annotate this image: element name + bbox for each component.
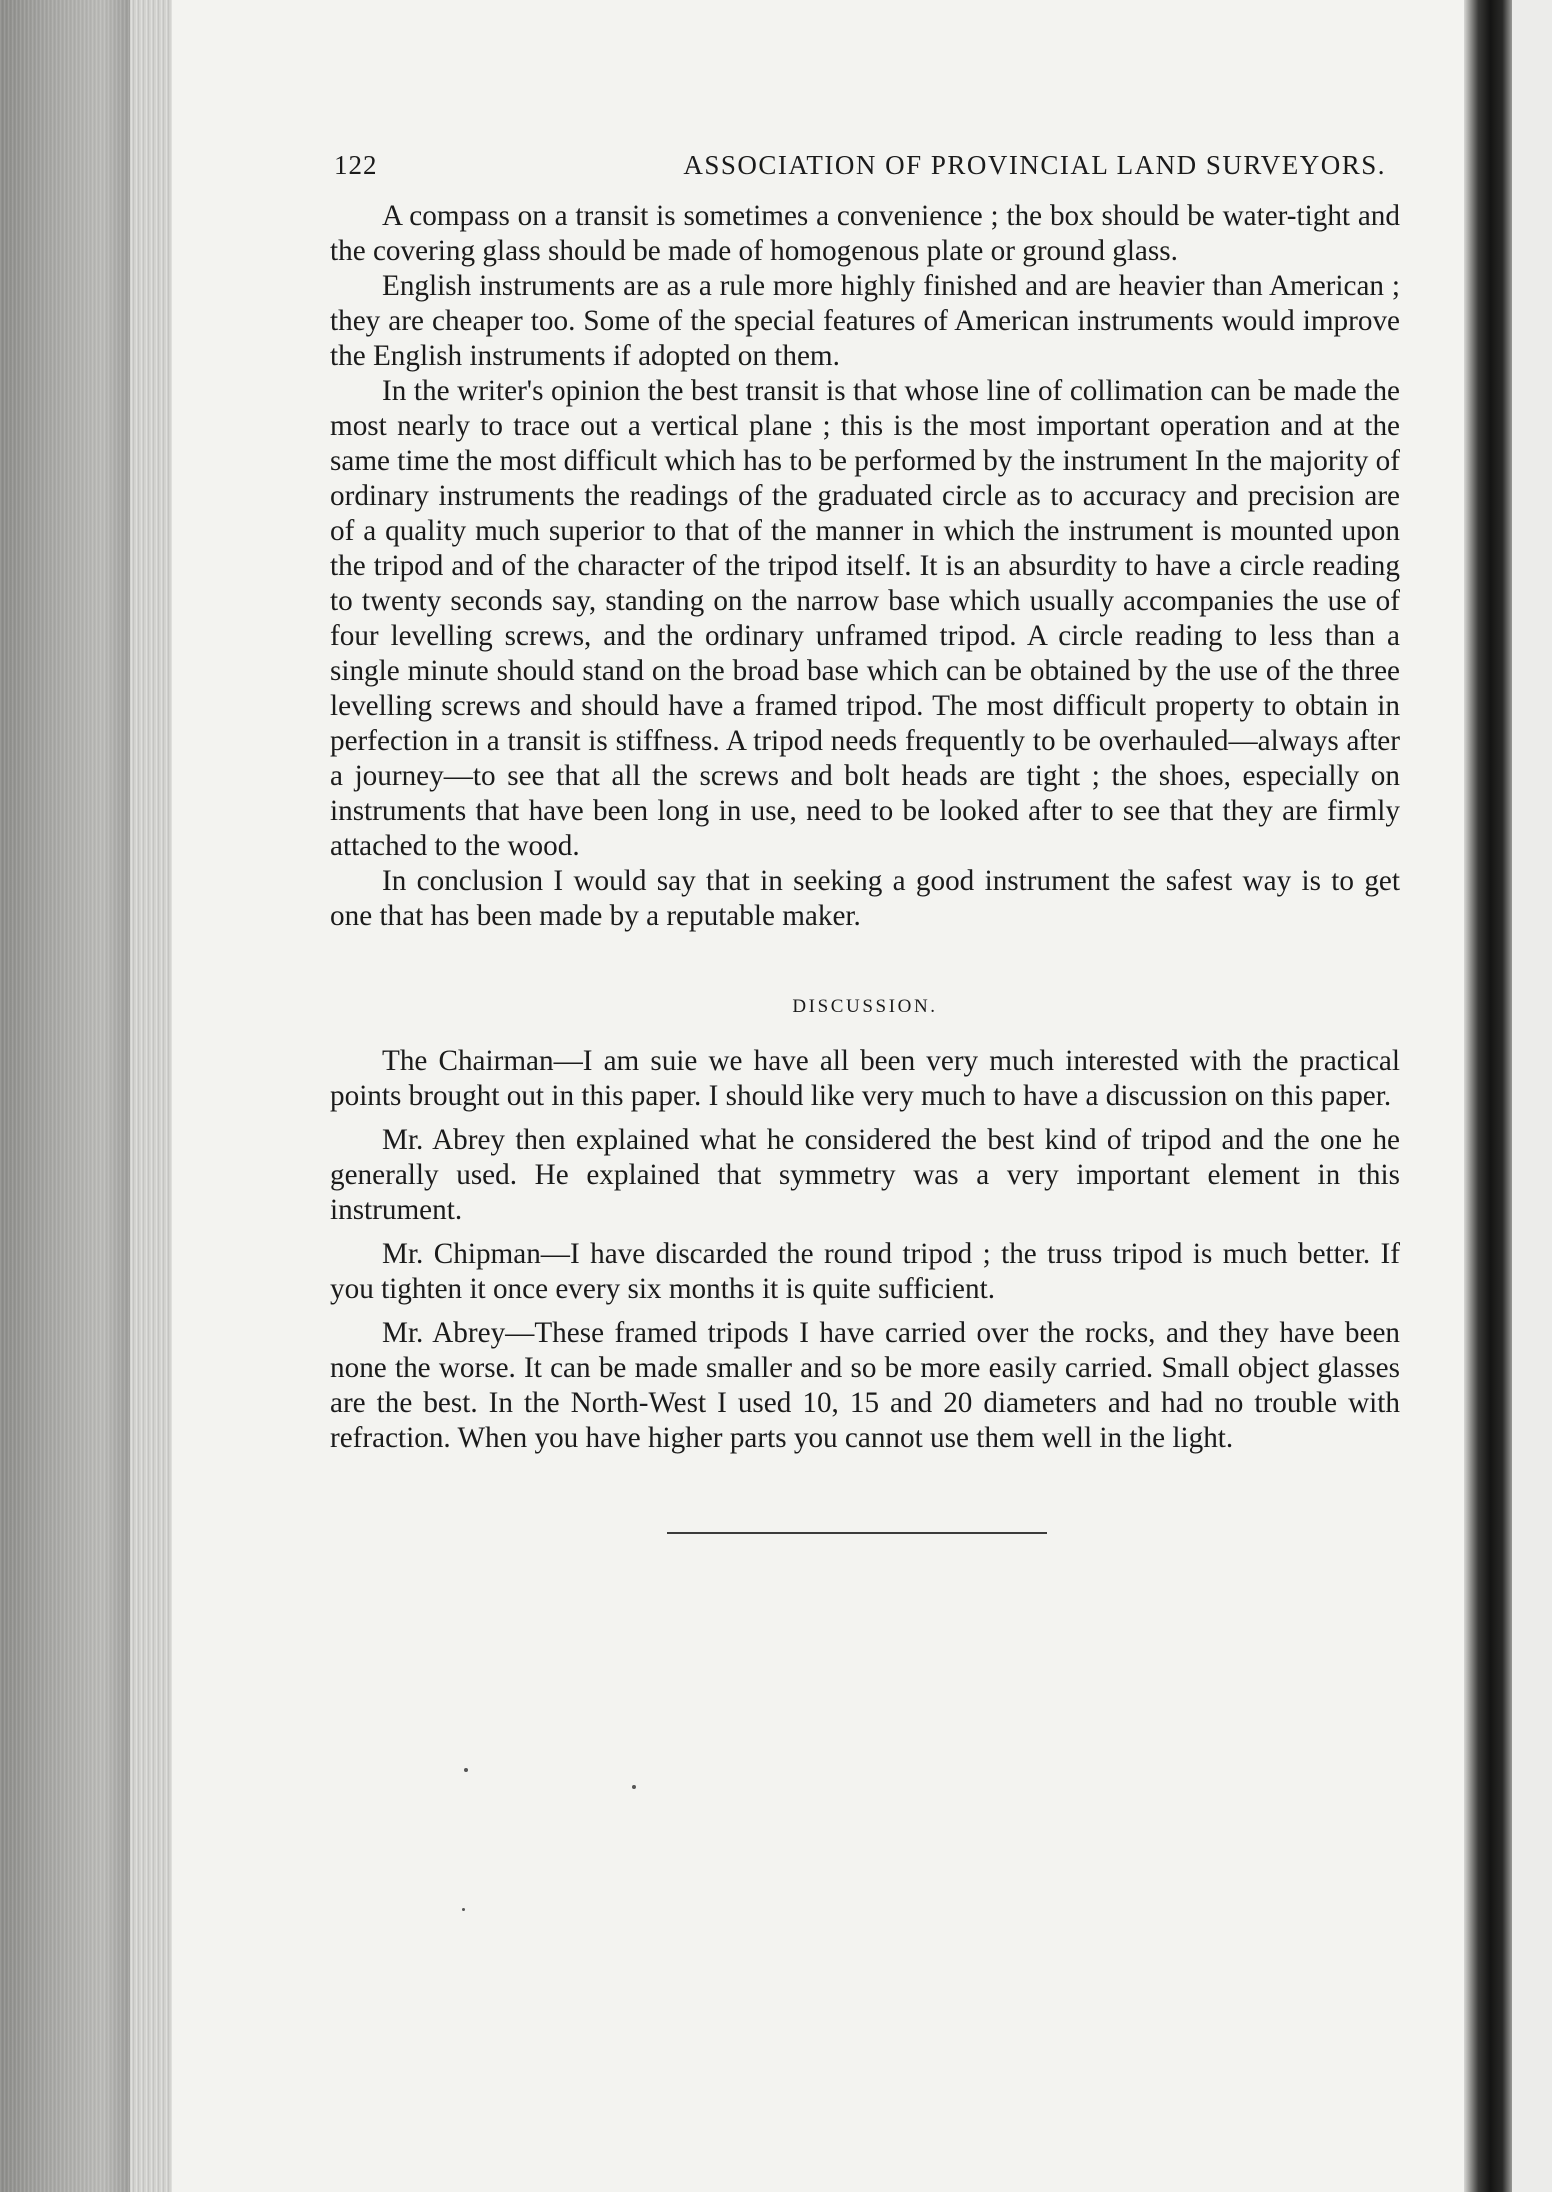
discussion-paragraph: Mr. Abrey—These framed tripods I have carried over the rocks, and they have been none the worse. It can be made smaller and so be more easily carried. Small object glasses are the best. In the North-West I used 10, 15 and 20 diameters and had no trouble with refraction. When you have higher parts you cannot use them well in the light.: [330, 1317, 1400, 1454]
book-gutter: [1464, 0, 1512, 2192]
page-number: 122: [334, 150, 378, 180]
body-paragraph: A compass on a transit is sometimes a convenience ; the box should be water-tight and the covering glass should be made of homogenous plate or ground glass.: [330, 200, 1400, 267]
running-head: [334, 150, 1386, 181]
body-paragraph: English instruments are as a rule more highly finished and are heavier than American ; they are cheaper too. Some of the special features of American instruments would improve the English instruments if adopted on them.: [330, 270, 1400, 372]
discussion-paragraph: Mr. Chipman—I have discarded the round tripod ; the truss tripod is much better. If you tighten it once every six months it is quite sufficient.: [330, 1238, 1400, 1305]
discussion-paragraph: The Chairman—I am suie we have all been very much interested with the practical points brought out in this paper. I should like very much to have a discussion on this paper.: [330, 1045, 1400, 1112]
section-heading: DISCUSSION.: [792, 996, 938, 1017]
print-speck: [462, 1908, 465, 1911]
discussion-paragraph: Mr. Abrey then explained what he considered the best kind of tripod and the one he generally used. He explained that symmetry was a very important element in this instrument.: [330, 1124, 1400, 1226]
facing-page-edge: [1512, 0, 1552, 2192]
body-paragraph: In conclusion I would say that in seeking a good instrument the safest way is to get one that has been made by a reputable maker.: [330, 865, 1400, 932]
running-head-title: ASSOCIATION OF PROVINCIAL LAND SURVEYORS.: [683, 150, 1386, 180]
body-paragraph: In the writer's opinion the best transit is that whose line of collimation can be made the most nearly to trace out a vertical plane ; this is the most important operation and at the same time the most difficult which has to be performed by the instrument In the majority of ordinary instruments the readings of the graduated circle as to accuracy and precision are of a quality much superior to that of the manner in which the instrument is mounted upon the tripod and of the character of the tripod itself. It is an absurdity to have a circle reading to twenty seconds say, standing on the narrow base which usually accompanies the use of four levelling screws, and the ordinary unframed tripod. A circle reading to less than a single minute should stand on the broad base which can be obtained by the use of the three levelling screws and should have a framed tripod. The most difficult property to obtain in perfection in a transit is stiffness. A tripod needs frequently to be overhauled—always after a journey—to see that all the screws and bolt heads are tight ; the shoes, especially on instruments that have been long in use, need to be looked after to see that they are firmly attached to the wood.: [330, 375, 1400, 862]
print-speck: [632, 1785, 636, 1789]
section-end-rule: [667, 1532, 1047, 1534]
page-stack-edge: [130, 0, 172, 2192]
page-text: [330, 150, 1400, 1534]
print-speck: [464, 1768, 468, 1772]
